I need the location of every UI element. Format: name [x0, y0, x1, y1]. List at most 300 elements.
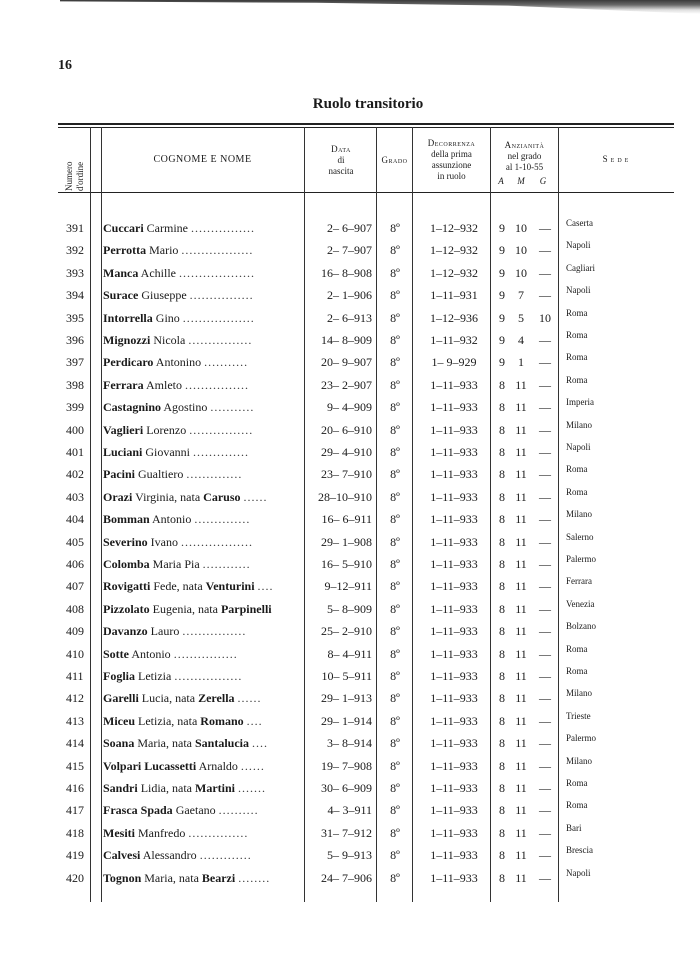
row-grade: 8º — [390, 736, 400, 751]
header-anzianita-line3: al 1-10-55 — [505, 162, 544, 172]
row-leader-dots: ....... — [238, 781, 266, 795]
page-number: 16 — [58, 58, 72, 73]
row-leader-dots: .................. — [181, 534, 253, 549]
row-anzianita-mesi: 10 — [515, 243, 527, 258]
row-sede: Bari — [566, 822, 582, 833]
row-birth-date: 2– 7–907 — [327, 243, 372, 258]
row-grade: 8º — [390, 467, 400, 482]
row-leader-dots: .... — [246, 713, 263, 728]
row-given-name: Manfredo — [138, 825, 186, 840]
row-anzianita-anni: 8 — [499, 534, 505, 549]
header-rule-top-double — [58, 127, 674, 128]
row-anzianita-giorni: — — [539, 512, 551, 527]
row-anzianita-giorni: — — [539, 377, 551, 392]
row-full-name — [103, 848, 299, 863]
row-anzianita-mesi: 11 — [515, 803, 527, 818]
row-anzianita-giorni: — — [539, 400, 551, 415]
row-number: 391 — [66, 221, 84, 235]
row-birth-date: 4– 3–911 — [327, 803, 372, 818]
row-number: 420 — [66, 870, 84, 885]
row-full-name — [103, 624, 299, 639]
header-anzianita-m: M — [517, 176, 525, 186]
row-full-name — [103, 378, 299, 393]
row-given-name: Virginia, nata — [135, 489, 201, 504]
row-birth-date: 30– 6–909 — [321, 781, 372, 795]
row-grade: 8º — [390, 758, 400, 773]
row-full-name — [103, 288, 299, 303]
row-given-name: Ivano — [150, 534, 178, 549]
row-married-surname: Bearzi — [201, 870, 236, 885]
row-anzianita-giorni: — — [539, 422, 551, 437]
row-anzianita-mesi: 11 — [515, 713, 527, 728]
row-anzianita-anni: 8 — [499, 781, 505, 795]
row-surname: Manca — [103, 265, 139, 280]
row-grade: 8º — [390, 243, 400, 258]
row-number: 392 — [66, 243, 84, 258]
row-number: 413 — [66, 713, 84, 728]
row-anzianita-anni: 9 — [499, 310, 505, 325]
row-number: 400 — [66, 422, 84, 437]
row-full-name — [103, 803, 299, 818]
row-anzianita-giorni: — — [539, 758, 551, 773]
row-surname: Colomba — [103, 557, 150, 571]
row-decorrenza: 1–12–932 — [430, 221, 478, 235]
row-grade: 8º — [390, 221, 400, 235]
row-grade: 8º — [390, 870, 400, 885]
row-leader-dots: ................ — [190, 221, 255, 235]
row-full-name — [103, 557, 299, 572]
row-sede: Palermo — [566, 554, 596, 564]
row-anzianita-anni: 8 — [499, 601, 505, 616]
row-surname: Miceu — [103, 713, 135, 728]
row-given-name: Arnaldo — [198, 758, 238, 773]
row-given-name: Antonino — [155, 355, 202, 370]
row-full-name — [103, 669, 299, 684]
row-decorrenza: 1–11–933 — [430, 534, 478, 549]
row-sede: Milano — [566, 509, 592, 520]
row-anzianita-anni: 8 — [499, 803, 505, 818]
row-anzianita-anni: 8 — [499, 489, 505, 504]
row-anzianita-giorni: — — [539, 534, 551, 549]
row-anzianita-anni: 8 — [499, 646, 505, 661]
row-grade: 8º — [390, 333, 400, 347]
row-full-name — [103, 535, 299, 550]
row-sede: Roma — [566, 464, 588, 475]
row-anzianita-giorni: — — [539, 803, 551, 818]
row-grade: 8º — [390, 579, 400, 594]
row-birth-date: 16– 5–910 — [321, 557, 372, 571]
row-number: 415 — [66, 758, 84, 773]
row-given-name: Gino — [155, 310, 180, 325]
row-surname: Sandri — [103, 781, 138, 795]
row-anzianita-anni: 9 — [499, 265, 505, 280]
row-leader-dots: .... — [257, 579, 274, 594]
row-anzianita-mesi: 11 — [515, 781, 527, 795]
row-given-name: Lidia, nata — [140, 781, 192, 795]
row-full-name — [103, 221, 299, 236]
row-leader-dots: .......... — [218, 803, 259, 818]
row-number: 402 — [66, 467, 84, 482]
row-decorrenza: 1–11–931 — [430, 288, 478, 303]
table-row — [0, 867, 700, 893]
row-sede: Milano — [566, 688, 592, 699]
header-data-line2: di — [337, 155, 345, 165]
row-anzianita-anni: 8 — [499, 825, 505, 840]
row-full-name — [103, 826, 299, 841]
row-number: 398 — [66, 377, 84, 392]
row-full-name — [103, 266, 299, 281]
row-surname: Cuccari — [103, 221, 144, 235]
row-number: 404 — [66, 512, 84, 527]
row-decorrenza: 1–11–933 — [430, 579, 478, 594]
row-leader-dots: ................ — [188, 333, 253, 347]
row-grade: 8º — [390, 781, 400, 795]
row-birth-date: 3– 8–914 — [327, 736, 372, 751]
row-birth-date: 23– 7–910 — [321, 467, 372, 482]
row-anzianita-giorni: — — [539, 243, 551, 258]
row-grade: 8º — [390, 377, 400, 392]
row-given-name: Lorenzo — [146, 422, 187, 437]
row-anzianita-giorni: — — [539, 870, 551, 885]
row-birth-date: 20– 6–910 — [321, 422, 372, 437]
row-decorrenza: 1–11–933 — [430, 377, 478, 392]
row-decorrenza: 1–11–933 — [430, 467, 478, 482]
row-anzianita-mesi: 11 — [515, 489, 527, 504]
row-full-name — [103, 691, 299, 706]
header-anzianita-g: G — [539, 176, 547, 186]
row-grade: 8º — [390, 669, 400, 683]
row-decorrenza: 1–11–933 — [430, 781, 478, 795]
row-anzianita-giorni: — — [539, 646, 551, 661]
header-rule-top — [58, 123, 674, 125]
row-anzianita-mesi: 11 — [515, 422, 527, 437]
row-sede: Roma — [566, 486, 588, 497]
row-anzianita-anni: 8 — [499, 736, 505, 751]
row-anzianita-giorni: — — [539, 489, 551, 504]
row-anzianita-anni: 9 — [499, 288, 505, 303]
row-number: 410 — [66, 646, 84, 661]
row-surname: Foglia — [103, 669, 135, 683]
row-anzianita-mesi: 11 — [515, 445, 527, 459]
row-grade: 8º — [390, 355, 400, 370]
row-number: 412 — [66, 691, 84, 706]
row-anzianita-anni: 8 — [499, 713, 505, 728]
row-anzianita-giorni: 10 — [539, 310, 551, 325]
row-anzianita-anni: 8 — [499, 848, 505, 863]
row-birth-date: 23– 2–907 — [321, 377, 372, 392]
row-anzianita-giorni: — — [539, 355, 551, 370]
row-anzianita-giorni: — — [539, 265, 551, 280]
row-surname: Mignozzi — [103, 333, 151, 347]
row-anzianita-anni: 8 — [499, 624, 505, 639]
row-birth-date: 16– 6–911 — [321, 512, 372, 527]
row-anzianita-anni: 8 — [499, 377, 505, 392]
row-leader-dots: ................ — [184, 377, 249, 392]
row-full-name — [103, 714, 299, 729]
row-anzianita-anni: 9 — [499, 243, 505, 258]
page-title: Ruolo transitorio — [312, 96, 424, 112]
row-number: 393 — [66, 265, 84, 280]
row-decorrenza: 1–11–933 — [430, 713, 478, 728]
row-surname: Surace — [103, 288, 139, 303]
row-grade: 8º — [390, 557, 400, 571]
row-decorrenza: 1–12–932 — [430, 265, 478, 280]
row-birth-date: 29– 4–910 — [321, 445, 372, 459]
row-surname: Calvesi — [103, 848, 141, 863]
row-anzianita-mesi: 10 — [515, 265, 527, 280]
row-full-name — [103, 311, 299, 326]
row-sede: Ferrara — [566, 576, 592, 587]
row-given-name: Gaetano — [175, 803, 216, 818]
row-leader-dots: ...... — [240, 758, 265, 773]
row-full-name — [103, 445, 299, 460]
row-leader-dots: .............. — [194, 512, 251, 527]
row-anzianita-mesi: 11 — [515, 848, 527, 863]
row-surname: Vaglieri — [103, 422, 144, 437]
row-birth-date: 10– 5–911 — [321, 669, 372, 683]
row-sede: Roma — [566, 374, 588, 385]
row-given-name: Giuseppe — [141, 288, 187, 303]
row-leader-dots: ........... — [204, 355, 249, 370]
row-number: 411 — [66, 669, 84, 683]
row-surname: Sotte — [103, 646, 129, 661]
row-sede: Milano — [566, 755, 592, 766]
row-surname: Severino — [103, 534, 148, 549]
row-anzianita-giorni: — — [539, 221, 551, 235]
row-full-name — [103, 781, 299, 796]
row-given-name: Mario — [149, 243, 179, 258]
row-anzianita-anni: 8 — [499, 669, 505, 683]
row-leader-dots: ............. — [199, 848, 252, 863]
row-grade: 8º — [390, 265, 400, 280]
row-sede: Roma — [566, 778, 588, 788]
row-anzianita-anni: 9 — [499, 221, 505, 235]
row-birth-date: 14– 8–909 — [321, 333, 372, 347]
row-surname: Pacini — [103, 467, 135, 482]
row-anzianita-anni: 9 — [499, 355, 505, 370]
row-full-name — [103, 579, 299, 594]
row-sede: Imperia — [566, 397, 594, 408]
row-sede: Trieste — [566, 710, 591, 721]
row-grade: 8º — [390, 489, 400, 504]
row-number: 419 — [66, 848, 84, 863]
row-given-name: Eugenia, nata — [152, 601, 218, 616]
header-decorrenza-line3: assunzione — [431, 160, 472, 170]
row-leader-dots: ................ — [189, 422, 254, 437]
row-anzianita-mesi: 10 — [515, 221, 527, 235]
row-married-surname: Caruso — [203, 489, 241, 504]
row-birth-date: 29– 1–914 — [321, 713, 372, 728]
row-decorrenza: 1–11–933 — [430, 870, 478, 885]
header-anzianita-line2: nel grado — [507, 151, 542, 161]
row-given-name: Maria, nata — [137, 736, 192, 751]
row-surname: Rovigatti — [103, 579, 151, 594]
row-married-surname: Zerella — [198, 691, 235, 706]
row-leader-dots: ................. — [174, 669, 243, 683]
row-anzianita-anni: 8 — [499, 691, 505, 706]
row-birth-date: 2– 1–906 — [327, 288, 372, 303]
row-sede: Bolzano — [566, 621, 596, 632]
row-leader-dots: ................ — [189, 288, 254, 303]
row-grade: 8º — [390, 803, 400, 818]
row-birth-date: 29– 1–913 — [321, 691, 372, 706]
row-surname: Orazi — [103, 489, 133, 504]
header-data-line3: nascita — [328, 166, 354, 176]
row-grade: 8º — [390, 713, 400, 728]
row-anzianita-mesi: 1 — [518, 355, 524, 370]
row-anzianita-mesi: 11 — [515, 534, 527, 549]
header-numero-line2: d'ordine — [75, 161, 85, 191]
header-anzianita-line1: Anzianità — [504, 140, 545, 150]
row-decorrenza: 1– 9–929 — [431, 355, 477, 370]
row-sede: Milano — [566, 419, 592, 430]
row-birth-date: 24– 7–906 — [321, 870, 372, 885]
row-anzianita-mesi: 11 — [515, 579, 527, 594]
row-given-name: Achille — [140, 265, 176, 280]
row-decorrenza: 1–11–933 — [430, 512, 478, 527]
row-grade: 8º — [390, 288, 400, 303]
row-given-name: Alessandro — [142, 848, 197, 863]
row-anzianita-anni: 8 — [499, 422, 505, 437]
row-anzianita-anni: 8 — [499, 467, 505, 482]
row-anzianita-giorni: — — [539, 288, 551, 303]
row-surname: Garelli — [103, 691, 139, 706]
row-anzianita-anni: 9 — [499, 333, 505, 347]
row-decorrenza: 1–11–933 — [430, 601, 478, 616]
row-given-name: Giovanni — [145, 445, 191, 459]
row-decorrenza: 1–11–933 — [430, 624, 478, 639]
row-number: 399 — [66, 400, 84, 415]
row-decorrenza: 1–12–936 — [430, 310, 478, 325]
row-decorrenza: 1–11–932 — [430, 333, 478, 347]
row-grade: 8º — [390, 624, 400, 639]
row-full-name — [103, 647, 299, 662]
row-grade: 8º — [390, 310, 400, 325]
row-birth-date: 29– 1–908 — [321, 534, 372, 549]
row-married-surname: Venturini — [205, 579, 255, 594]
row-anzianita-anni: 8 — [499, 758, 505, 773]
row-sede: Roma — [566, 307, 588, 318]
row-anzianita-mesi: 11 — [515, 825, 527, 840]
row-leader-dots: .................. — [182, 310, 255, 325]
row-decorrenza: 1–11–933 — [430, 825, 478, 840]
row-surname: Perrotta — [103, 243, 147, 258]
row-decorrenza: 1–11–933 — [430, 557, 478, 571]
row-surname: Castagnino — [103, 400, 162, 415]
row-given-name: Fede, nata — [153, 579, 203, 594]
row-anzianita-giorni: — — [539, 825, 551, 840]
row-anzianita-mesi: 5 — [518, 310, 524, 325]
row-birth-date: 9–12–911 — [324, 579, 372, 594]
row-number: 401 — [66, 445, 84, 459]
row-birth-date: 25– 2–910 — [321, 624, 372, 639]
row-surname: Ferrara — [103, 377, 144, 392]
row-sede: Venezia — [566, 598, 595, 609]
row-sede: Roma — [566, 666, 588, 676]
row-decorrenza: 1–11–933 — [430, 758, 478, 773]
row-surname: Mesiti — [103, 825, 135, 840]
row-anzianita-mesi: 11 — [515, 691, 527, 706]
row-surname: Tognon — [103, 870, 142, 885]
row-full-name — [103, 871, 299, 886]
header-numero-ordine — [64, 143, 84, 193]
row-birth-date: 5– 9–913 — [327, 848, 372, 863]
row-given-name: Antonio — [131, 646, 171, 661]
row-decorrenza: 1–11–933 — [430, 422, 478, 437]
row-full-name — [103, 490, 299, 505]
row-decorrenza: 1–11–933 — [430, 691, 478, 706]
header-decorrenza-line4: in ruolo — [437, 171, 466, 181]
row-anzianita-mesi: 11 — [515, 467, 527, 482]
row-anzianita-giorni: — — [539, 713, 551, 728]
row-decorrenza: 1–11–933 — [430, 848, 478, 863]
row-full-name — [103, 759, 299, 774]
row-anzianita-giorni: — — [539, 333, 551, 347]
row-number: 394 — [66, 288, 84, 303]
row-birth-date: 16– 8–908 — [321, 265, 372, 280]
row-full-name — [103, 355, 299, 370]
row-anzianita-giorni: — — [539, 579, 551, 594]
row-anzianita-giorni: — — [539, 557, 551, 571]
row-anzianita-mesi: 11 — [515, 669, 527, 683]
row-given-name: Lucia, nata — [141, 691, 196, 706]
row-leader-dots: ............ — [202, 557, 251, 571]
row-number: 416 — [66, 781, 84, 795]
header-sede: Sede — [602, 154, 632, 164]
row-anzianita-mesi: 11 — [515, 624, 527, 639]
row-anzianita-giorni: — — [539, 691, 551, 706]
row-sede: Brescia — [566, 845, 593, 856]
row-leader-dots: ............... — [188, 825, 249, 840]
row-birth-date: 5– 8–909 — [327, 601, 372, 616]
row-number: 407 — [66, 579, 84, 594]
scan-edge-shadow — [60, 0, 700, 14]
row-sede: Napoli — [566, 240, 591, 251]
row-surname: Frasca Spada — [103, 803, 173, 818]
row-full-name — [103, 243, 299, 258]
row-full-name — [103, 467, 299, 482]
row-anzianita-mesi: 11 — [515, 736, 527, 751]
row-birth-date: 2– 6–907 — [327, 221, 372, 235]
header-cognome-nome: COGNOME E NOME — [153, 154, 252, 165]
row-sede: Caserta — [566, 218, 593, 228]
row-birth-date: 2– 6–913 — [327, 310, 372, 325]
row-given-name: Letizia, nata — [138, 713, 198, 728]
row-surname: Bomman — [103, 512, 150, 527]
row-grade: 8º — [390, 534, 400, 549]
row-decorrenza: 1–11–933 — [430, 445, 478, 459]
row-number: 397 — [66, 355, 84, 370]
row-sede: Cagliari — [566, 262, 595, 273]
row-anzianita-mesi: 11 — [515, 557, 527, 571]
row-birth-date: 9– 4–909 — [327, 400, 372, 415]
row-sede: Roma — [566, 800, 588, 811]
row-leader-dots: ................ — [182, 624, 247, 639]
row-grade: 8º — [390, 848, 400, 863]
row-grade: 8º — [390, 825, 400, 840]
row-given-name: Nicola — [153, 333, 186, 347]
row-number: 418 — [66, 825, 84, 840]
row-decorrenza: 1–11–933 — [430, 803, 478, 818]
row-sede: Napoli — [566, 285, 591, 296]
row-given-name: Gualtiero — [138, 467, 184, 482]
row-number: 403 — [66, 489, 84, 504]
row-anzianita-mesi: 11 — [515, 377, 527, 392]
row-grade: 8º — [390, 601, 400, 616]
header-decorrenza-line1: Decorrenza — [427, 138, 476, 148]
row-surname: Perdicaro — [103, 355, 154, 370]
row-leader-dots: .............. — [193, 445, 250, 459]
